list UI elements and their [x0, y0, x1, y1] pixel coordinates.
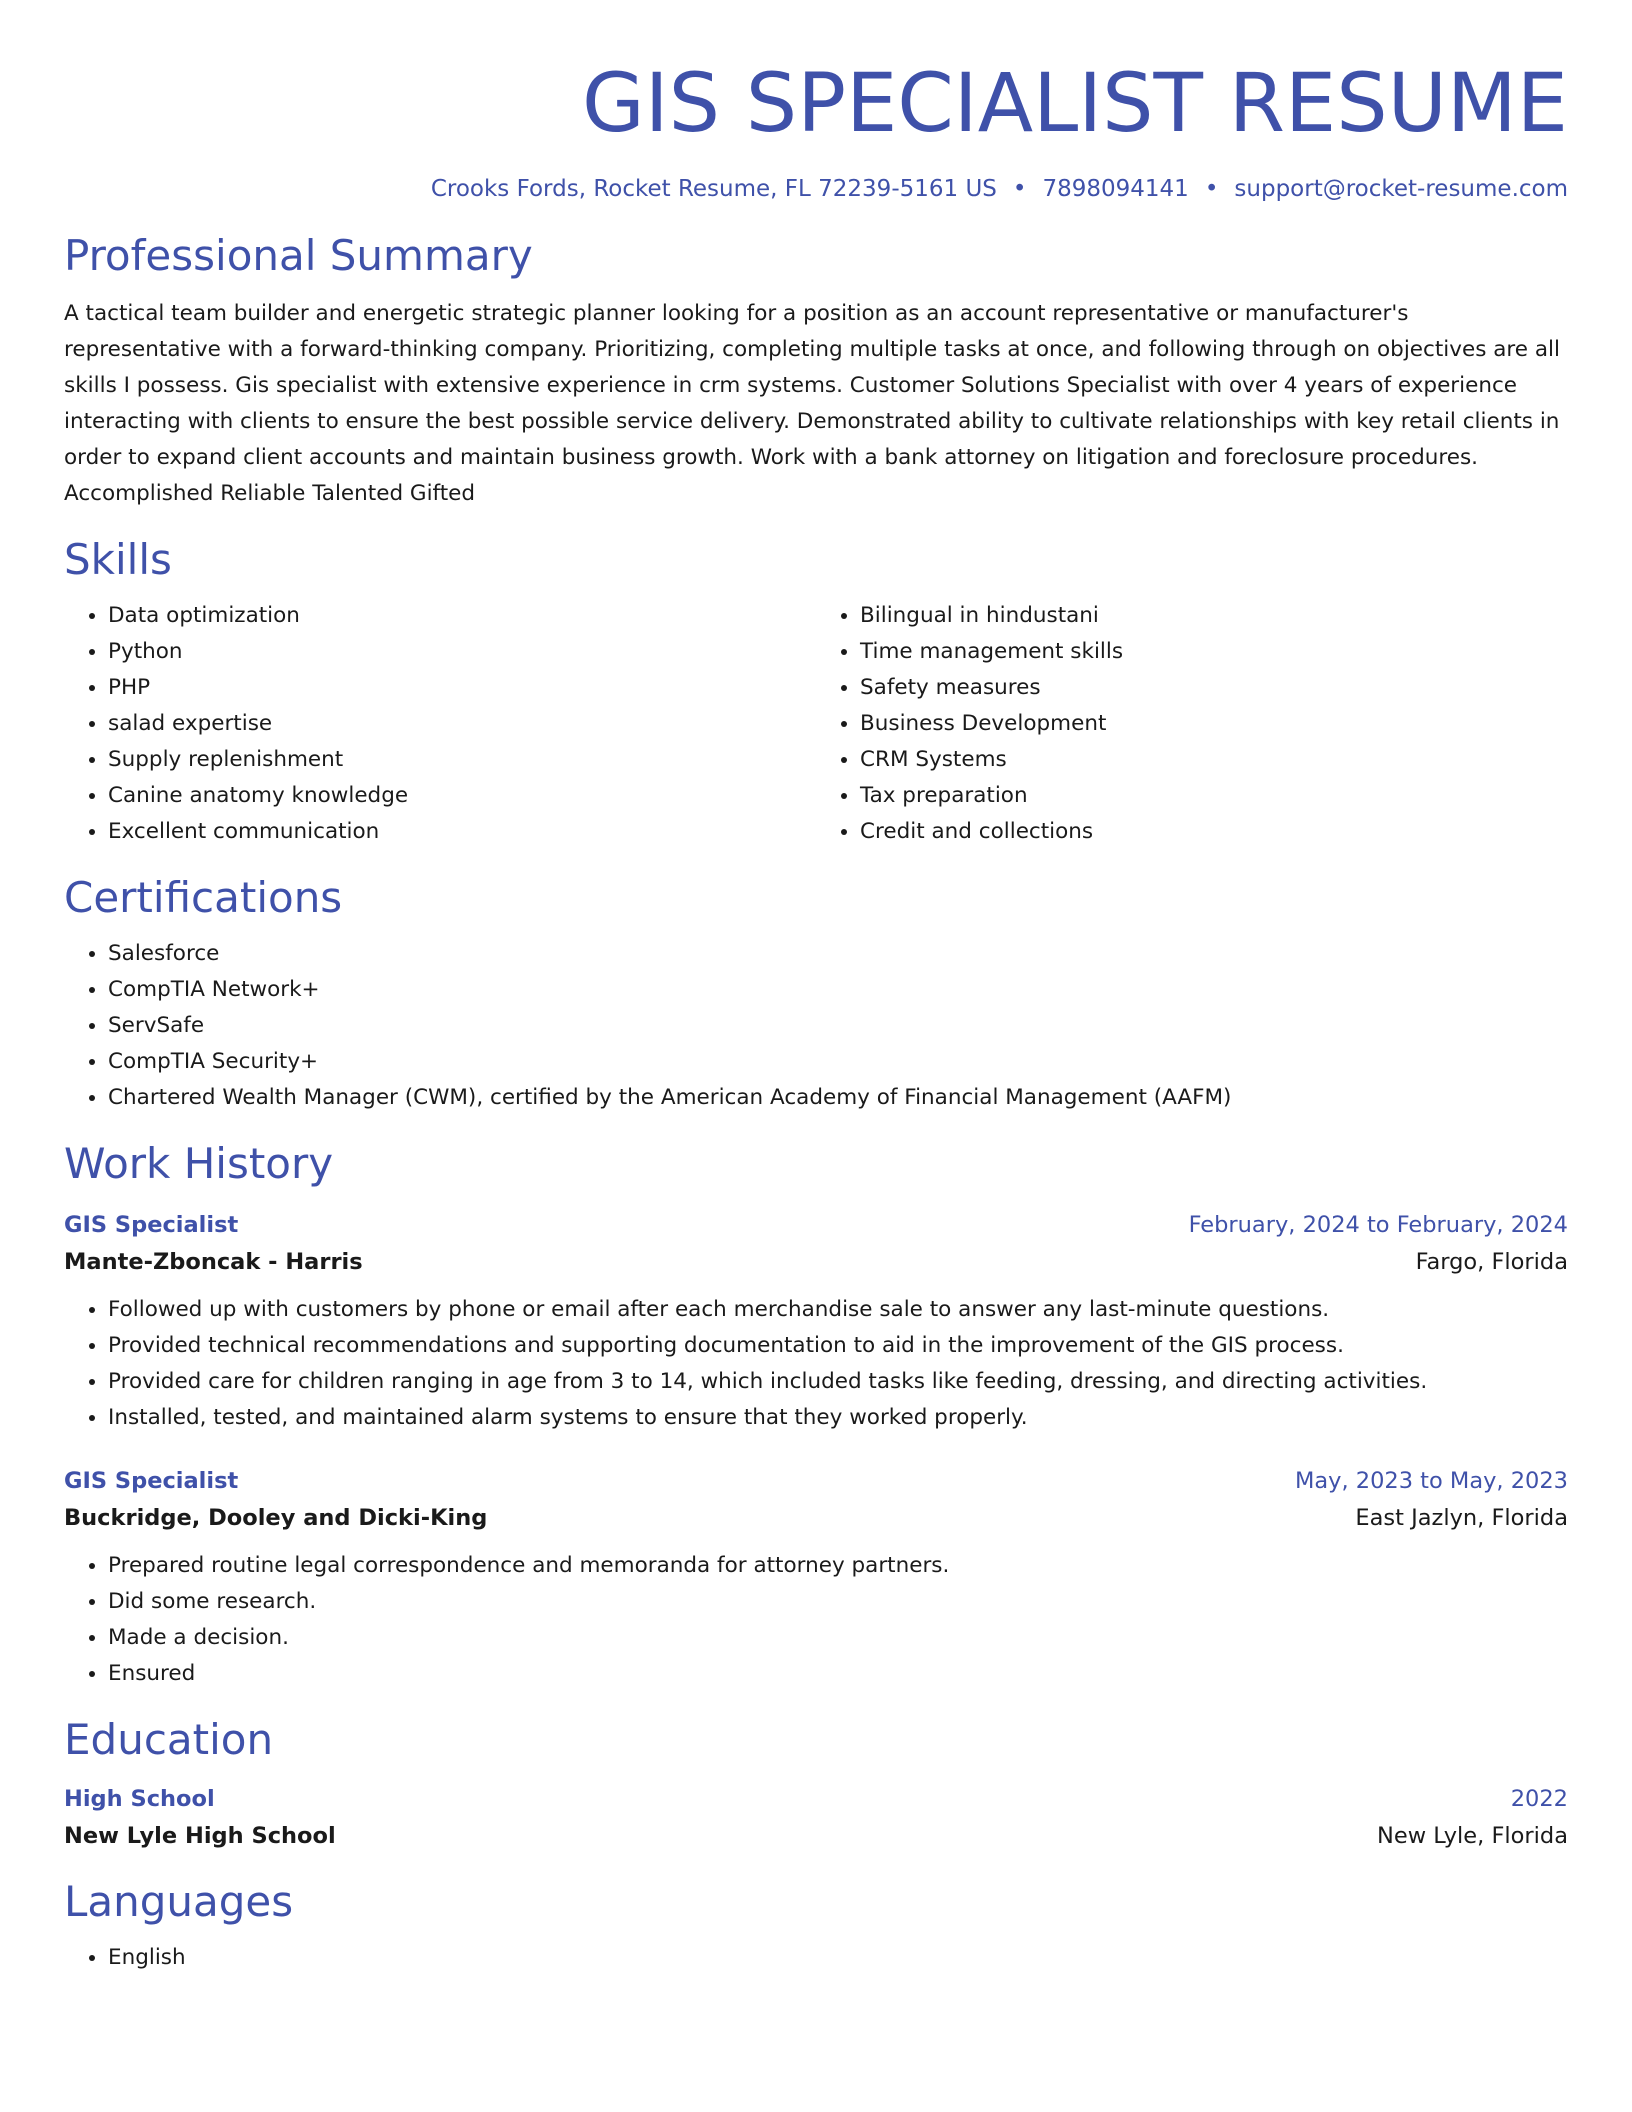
- skill-item: • PHP: [108, 670, 816, 706]
- language-item: • English: [108, 1940, 1568, 1976]
- skill-item: • Supply replenishment: [108, 742, 816, 778]
- job-entry: [64, 1208, 1568, 1436]
- certification-item: • ServSafe: [108, 1008, 1568, 1044]
- skills-heading: Skills: [64, 535, 172, 584]
- certification-item: • CompTIA Security+: [108, 1044, 1568, 1080]
- contact-email[interactable]: support@rocket-resume.com: [1234, 176, 1568, 202]
- education-school-row: [64, 1816, 1568, 1856]
- job-company: Mante-Zboncak - Harris: [64, 1249, 363, 1275]
- work-history-section: [64, 1138, 1568, 1692]
- languages-heading: Languages: [64, 1877, 294, 1926]
- job-duty: • Did some research.: [108, 1584, 1568, 1620]
- job-location: Fargo, Florida: [1415, 1249, 1568, 1275]
- skill-item: • Data optimization: [108, 598, 816, 634]
- skill-item: • Python: [108, 634, 816, 670]
- job-dates: May, 2023 to May, 2023: [1294, 1468, 1568, 1494]
- job-duty: • Prepared routine legal correspondence and memoranda for attorney partners.: [108, 1548, 1568, 1584]
- skill-item: • Business Development: [860, 706, 1568, 742]
- resume-title: GIS SPECIALIST RESUME: [581, 57, 1568, 151]
- skills-list-left: [64, 598, 816, 850]
- job-duties-list: [64, 1292, 1568, 1436]
- skill-item: • Bilingual in hindustani: [860, 598, 1568, 634]
- job-duty: • Provided care for children ranging in age from 3 to 14, which included tasks like feeding, dressing, and directing activities.: [108, 1364, 1568, 1400]
- education-location: New Lyle, Florida: [1377, 1823, 1568, 1849]
- education-heading: Education: [64, 1715, 274, 1764]
- job-location: East Jazlyn, Florida: [1355, 1505, 1568, 1531]
- certification-item: • Chartered Wealth Manager (CWM), certified by the American Academy of Financial Management (AAFM): [108, 1080, 1568, 1116]
- job-duty: • Followed up with customers by phone or email after each merchandise sale to answer any last-minute questions.: [108, 1292, 1568, 1328]
- contact-line: [64, 174, 1568, 204]
- skill-item: • salad expertise: [108, 706, 816, 742]
- education-header-row: [64, 1782, 1568, 1816]
- skills-grid: [64, 598, 1568, 850]
- languages-list: [64, 1940, 1568, 1976]
- summary-section: [64, 230, 1568, 512]
- job-duty: • Ensured: [108, 1656, 1568, 1692]
- job-duty: • Installed, tested, and maintained alarm systems to ensure that they worked properly.: [108, 1400, 1568, 1436]
- job-header-row: [64, 1464, 1568, 1498]
- job-company: Buckridge, Dooley and Dicki-King: [64, 1505, 488, 1531]
- job-title: GIS Specialist: [64, 1212, 239, 1238]
- contact-address: Crooks Fords, Rocket Resume, FL 72239-5161 US: [430, 176, 997, 202]
- job-title: GIS Specialist: [64, 1468, 239, 1494]
- work-history-heading: Work History: [64, 1139, 334, 1188]
- skills-section: [64, 534, 1568, 850]
- skills-list-right: [816, 598, 1568, 850]
- skill-item: • Excellent communication: [108, 814, 816, 850]
- certifications-list: [64, 936, 1568, 1116]
- skill-item: • CRM Systems: [860, 742, 1568, 778]
- certification-item: • CompTIA Network+: [108, 972, 1568, 1008]
- skill-item: • Safety measures: [860, 670, 1568, 706]
- job-header-row: [64, 1208, 1568, 1242]
- education-entry: [64, 1782, 1568, 1856]
- summary-heading: Professional Summary: [64, 231, 533, 280]
- job-duty: • Provided technical recommendations and supporting documentation to aid in the improvement of the GIS process.: [108, 1328, 1568, 1364]
- summary-text: A tactical team builder and energetic strategic planner looking for a position as an account representative or manufacturer's representative with a forward-thinking company. Prioritizing, completing multiple tasks at once, and following through on objectives are all skills I possess. Gis specialist with extensive experience in crm systems. Customer Solutions Specialist with over 4 years of experience interacting with clients to ensure the best possible service delivery. Demonstrated ability to cultivate relationships with key retail clients in order to expand client accounts and maintain business growth. Work with a bank attorney on litigation and foreclosure procedures. Accomplished Reliable Talented Gifted: [64, 301, 1560, 506]
- languages-section: [64, 1876, 1568, 1976]
- job-company-row: [64, 1242, 1568, 1282]
- job-entry: [64, 1464, 1568, 1692]
- skill-item: • Time management skills: [860, 634, 1568, 670]
- job-duties-list: [64, 1548, 1568, 1692]
- certifications-heading: Certifications: [64, 873, 343, 922]
- education-section: [64, 1714, 1568, 1856]
- education-degree: High School: [64, 1786, 215, 1812]
- job-duty: • Made a decision.: [108, 1620, 1568, 1656]
- skill-item: • Canine anatomy knowledge: [108, 778, 816, 814]
- skill-item: • Credit and collections: [860, 814, 1568, 850]
- skill-item: • Tax preparation: [860, 778, 1568, 814]
- certifications-section: [64, 872, 1568, 1116]
- contact-phone: 7898094141: [1042, 176, 1189, 202]
- education-year: 2022: [1510, 1786, 1568, 1812]
- job-dates: February, 2024 to February, 2024: [1188, 1212, 1568, 1238]
- job-company-row: [64, 1498, 1568, 1538]
- contact-separator: •: [1204, 176, 1219, 202]
- certification-item: • Salesforce: [108, 936, 1568, 972]
- education-school: New Lyle High School: [64, 1823, 336, 1849]
- contact-separator: •: [1012, 176, 1027, 202]
